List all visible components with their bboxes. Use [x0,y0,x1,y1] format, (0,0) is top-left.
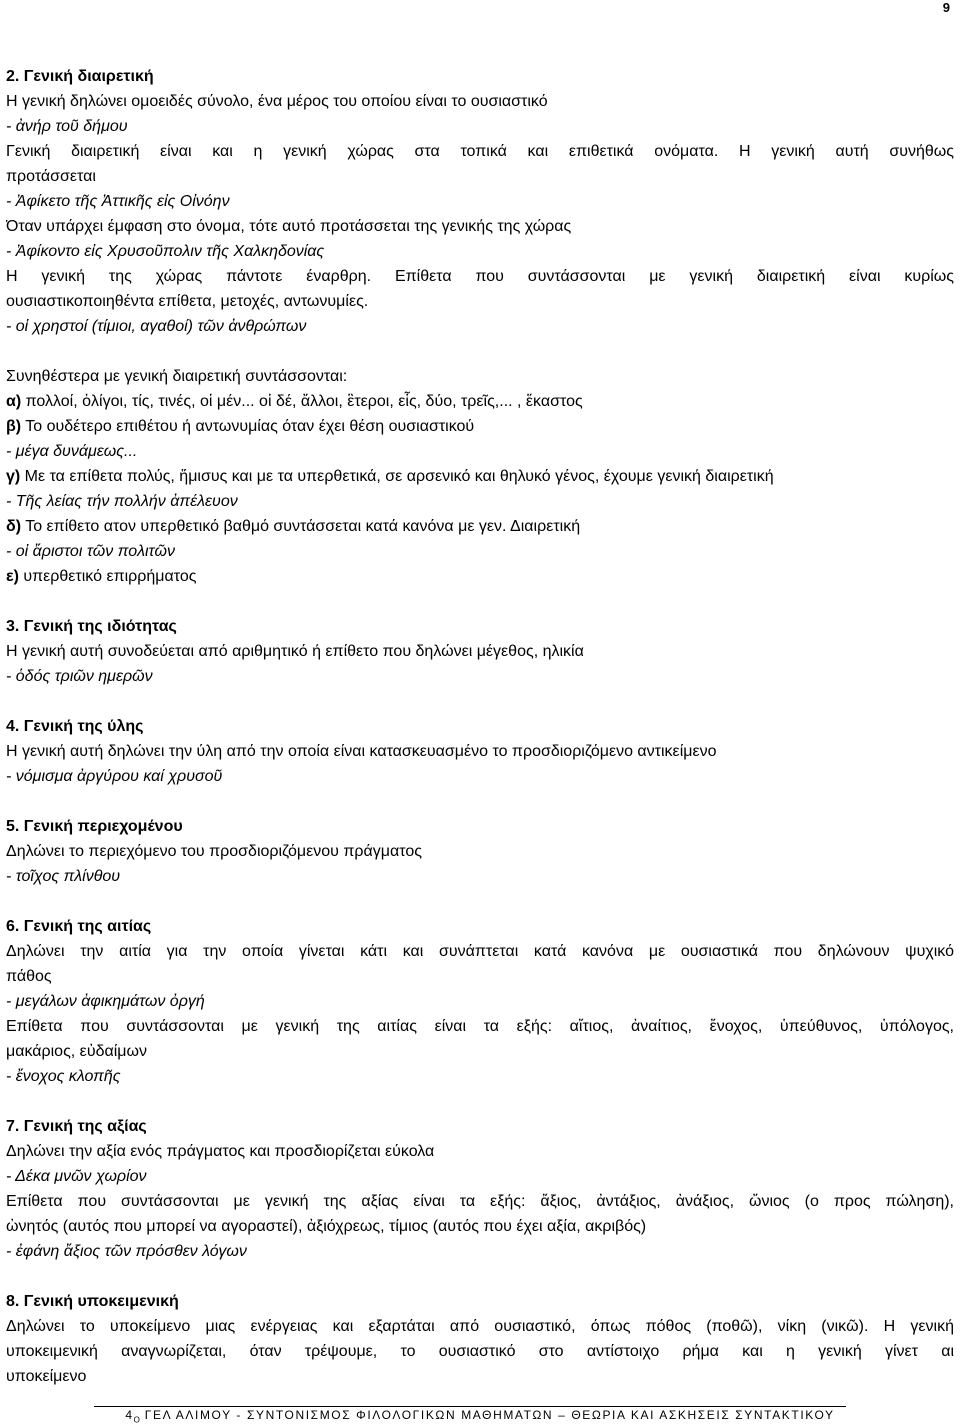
footer-text: ΓΕΛ ΑΛΙΜΟΥ - ΣΥΝΤΟΝΙΣΜΟΣ ΦΙΛΟΛΟΓΙΚΩΝ ΜΑΘΗΜΑΤΩΝ – ΘΕΩΡΙΑ ΚΑΙ ΑΣΚΗΣΕΙΣ ΣΥΝΤΑΚΤΙΚΟΥ [139,1408,835,1422]
section-genitive-subjective [6,1289,954,1389]
section-genitive-material [6,714,954,789]
section-genitive-property [6,614,954,689]
example-line: - μέγα δυνάμεως... [6,443,138,460]
paragraph-line: ουσιαστικοποιηθέντα επίθετα, μετοχές, αντωνυμίες. [6,293,369,310]
list-item [6,564,954,589]
example-line: - νόμισμα ἀργύρου καί χρυσοῦ [6,768,223,785]
example-line: - ὁδός τριῶν ημερῶν [6,668,153,685]
paragraph-line: Δηλώνει την αιτία για την οποία γίνεται κάτι και συνάπτεται κατά κανόνα με ουσιαστικά που δηλώνουν ψυχικό [6,943,954,960]
list-marker: ε) [6,568,19,585]
example-line: - ἔνοχος κλοπῆς [6,1068,121,1085]
spacer [6,589,954,614]
section-heading: 6. Γενική της αιτίας [6,918,152,935]
example-line: - τοῖχος πλίνθου [6,868,121,885]
section-genitive-partitive [6,64,954,589]
paragraph-line: Όταν υπάρχει έμφαση στο όνομα, τότε αυτό προτάσσεται της γενικής της χώρας [6,218,572,235]
section-heading: 5. Γενική περιεχομένου [6,818,183,835]
spacer [6,889,954,914]
section-heading: 3. Γενική της ιδιότητας [6,618,177,635]
section-genitive-cause [6,914,954,1089]
paragraph-line: Γενική διαιρετική είναι και η γενική χώρας στα τοπικά και επιθετικά ονόματα. Η γενική αυτή συνήθως [6,143,954,160]
list-item-text: Το ουδέτερο επιθέτου ή αντωνυμίας όταν έχει θέση ουσιαστικού [21,418,475,435]
paragraph-line: Επίθετα που συντάσσονται με γενική της αιτίας είναι τα εξής: αἴτιος, ἀναίτιος, ἔνοχος, ὑπεύθυνος, ὑπόλογος, [6,1018,954,1035]
list-marker: γ) [6,468,21,485]
paragraph-line: Η γενική αυτή συνοδεύεται από αριθμητικό ή επίθετο που δηλώνει μέγεθος, ηλικία [6,643,584,660]
example-line: - ἀνήρ τοῦ δήμου [6,118,128,135]
spacer [6,789,954,814]
document-body [6,64,954,1389]
paragraph-line: υποκειμενική αναγνωρίζεται, όταν τρέψουμε, το ουσιαστικό στο αντίστοιχο ρήμα και η γενική γίνετ αι [6,1343,954,1360]
section-heading: 7. Γενική της αξίας [6,1118,147,1135]
example-line: - Ἀφίκετο τῆς Ἀττικῆς εἰς Οἰνόην [6,193,230,210]
paragraph-line: μακάριος, εὐδαίμων [6,1043,147,1060]
list-marker: β) [6,418,22,435]
section-heading: 4. Γενική της ύλης [6,718,144,735]
section-genitive-value [6,1114,954,1264]
example-line: - οἱ ἄριστοι τῶν πολιτῶν [6,543,175,560]
paragraph-line: ὠνητός (αυτός που μπορεί να αγοραστεί), ἀξιόχρεως, τίμιος (αυτός που έχει αξία, ακριβός) [6,1218,647,1235]
paragraph-line: Επίθετα που συντάσσονται με γενική της αξίας είναι τα εξής: ἄξιος, ἀντάξιος, ἀνάξιος, ὤνιος (ο προς πώληση), [6,1193,954,1210]
section-heading: 8. Γενική υποκειμενική [6,1293,179,1310]
paragraph-line: Δηλώνει το περιεχόμενο του προσδιοριζόμενου πράγματος [6,843,422,860]
example-line: - Ἀφίκοντο εἰς Χρυσοῦπολιν τῆς Χαλκηδονίας [6,243,325,260]
list-item [6,414,954,439]
example-line: - ἐφάνη ἄξιος τῶν πρόσθεν λόγων [6,1243,247,1260]
paragraph-line: υποκείμενο [6,1368,87,1385]
footer-school-number: 4 [125,1408,134,1422]
spacer [6,339,954,364]
paragraph-line: προτάσσεται [6,168,96,185]
spacer [6,1089,954,1114]
list-item-text: υπερθετικό επιρρήματος [18,568,197,585]
list-item-text: Με τα επίθετα πολύς, ἥμισυς και με τα υπερθετικά, σε αρσενικό και θηλυκό γένος, έχουμε γενική διαιρετική [20,468,774,485]
paragraph-line: Η γενική της χώρας πάντοτε έναρθρη. Επίθετα που συντάσσονται με γενική διαιρετική είναι κυρίως [6,268,954,285]
list-marker: α) [6,393,22,410]
section-genitive-content [6,814,954,889]
list-item [6,464,954,489]
page-footer [0,1408,960,1424]
example-line: - Τῆς λείας τήν πολλήν ἀπέλευον [6,493,238,510]
footer-ordinal: Ο [133,1415,140,1425]
page-number: 9 [942,0,950,15]
list-item [6,389,954,414]
paragraph-line: Δηλώνει την αξία ενός πράγματος και προσδιορίζεται εύκολα [6,1143,435,1160]
paragraph-line: πάθος [6,968,52,985]
list-item-text: πολλοί, ὀλίγοι, τίς, τινές, οἱ μέν... οἱ δέ, ἄλλοι, ἓτεροι, εἷς, δύο, τρεῖς,... , ἕκαστος [21,393,583,410]
example-line: - οἱ χρηστοί (τίμιοι, αγαθοί) τῶν ἀνθρώπων [6,318,307,335]
example-line: - μεγάλων ἀφικημάτων ὀργή [6,993,205,1010]
list-marker: δ) [6,518,22,535]
paragraph-line: Συνηθέστερα με γενική διαιρετική συντάσσονται: [6,368,348,385]
spacer [6,689,954,714]
paragraph-line: Η γενική δηλώνει ομοειδές σύνολο, ένα μέρος του οποίου είναι το ουσιαστικό [6,93,548,110]
list-item-text: Το επίθετο ατον υπερθετικό βαθμό συντάσσεται κατά κανόνα με γεν. Διαιρετική [21,518,581,535]
spacer [6,1264,954,1289]
paragraph-line: Η γενική αυτή δηλώνει την ύλη από την οποία είναι κατασκευασμένο το προσδιοριζόμενο αντικείμενο [6,743,717,760]
section-heading: 2. Γενική διαιρετική [6,68,154,85]
list-item [6,514,954,539]
paragraph-line: Δηλώνει το υποκείμενο μιας ενέργειας και εξαρτάται από ουσιαστικό, όπως πόθος (ποθῶ), νίκη (νικῶ). Η γενική [6,1318,954,1335]
example-line: - Δέκα μνῶν χωρίον [6,1168,147,1185]
footer-rule [94,1406,846,1407]
